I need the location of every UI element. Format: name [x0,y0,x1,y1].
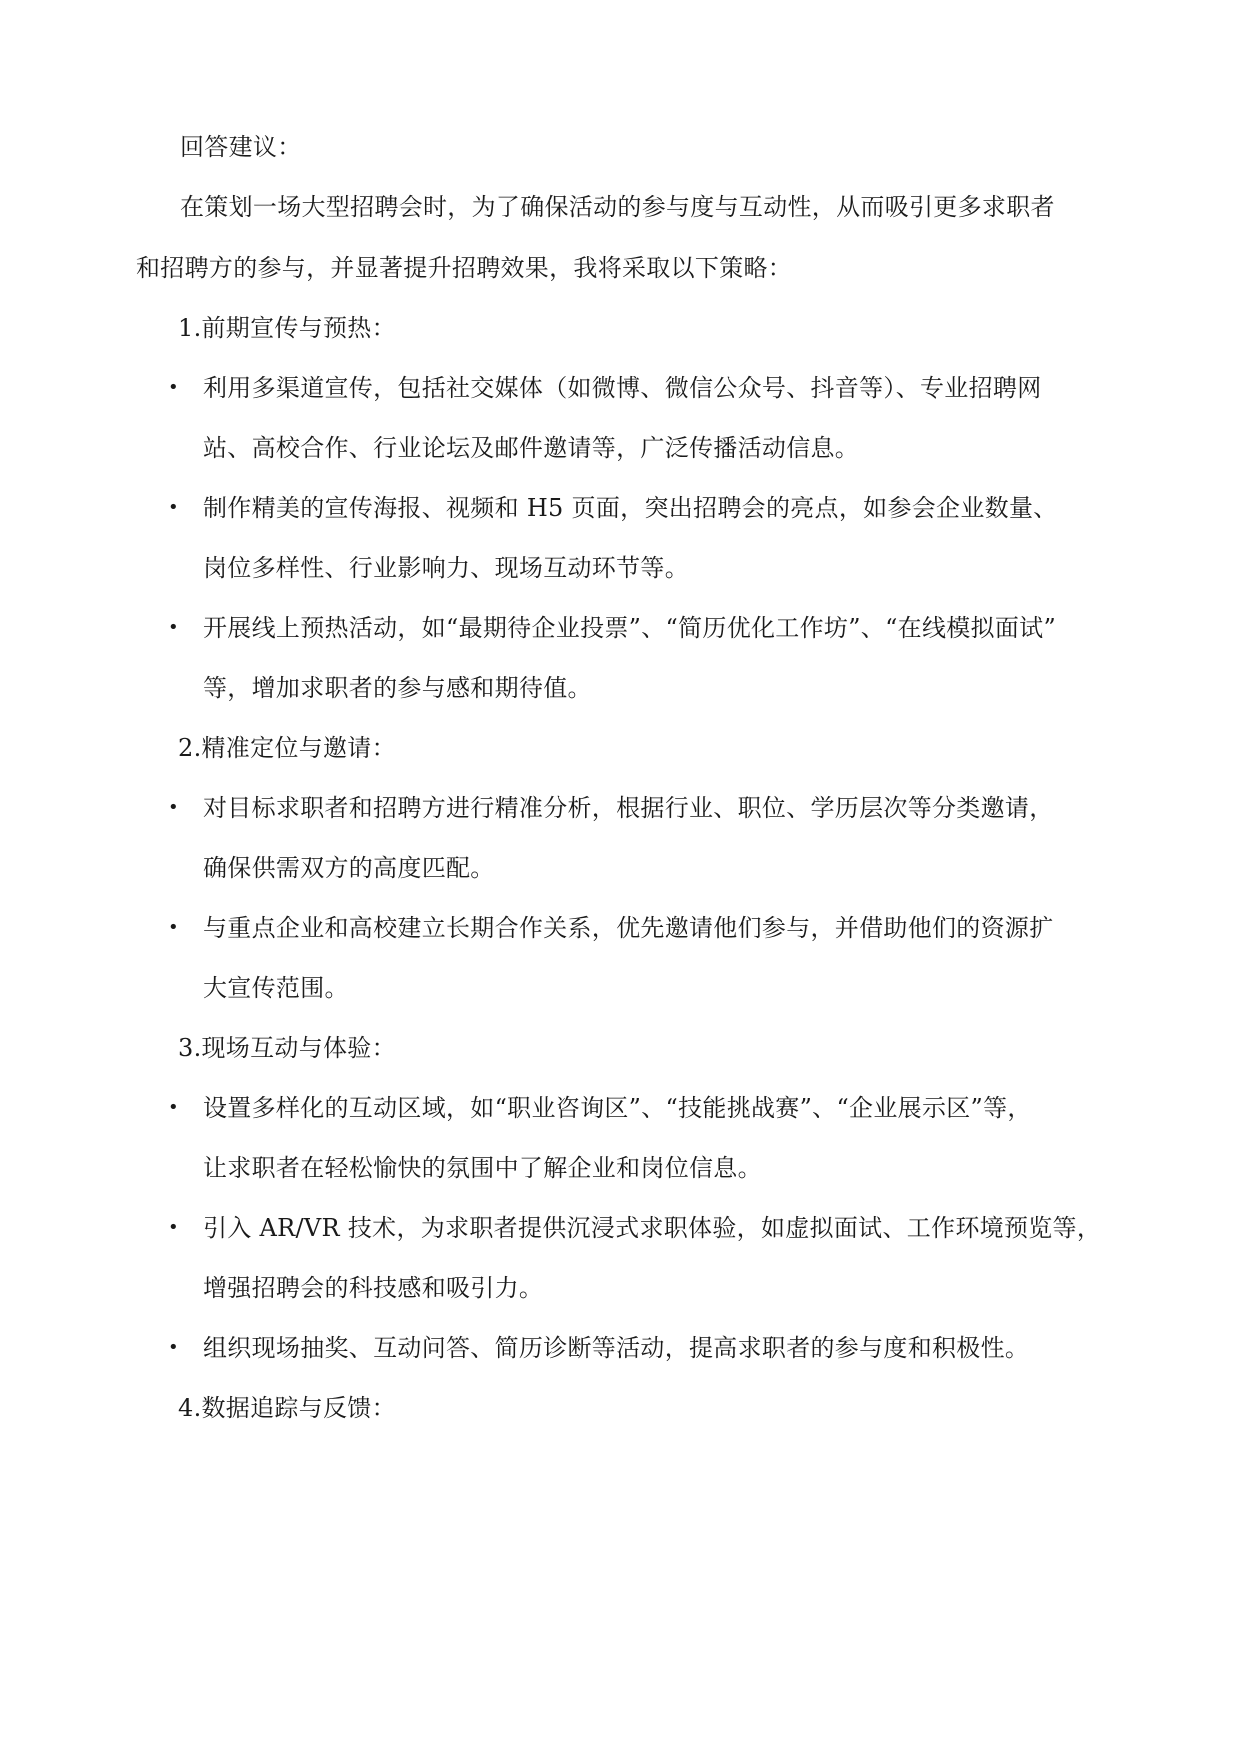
bullet-line: 组织现场抽奖、互动问答、简历诊断等活动，提高求职者的参与度和积极性。 [203,1334,1030,1362]
bullet-icon: • [168,797,179,818]
bullet-line: 开展线上预热活动，如“最期待企业投票”、“简历优化工作坊”、“在线模拟面试” [203,614,1057,642]
bullet-icon: • [168,497,179,518]
bullet-line: 引入 AR/VR 技术，为求职者提供沉浸式求职体验，如虚拟面试、工作环境预览等， [203,1214,1102,1242]
bullet-line: 增强招聘会的科技感和吸引力。 [203,1274,544,1302]
bullet-line: 制作精美的宣传海报、视频和 H5 页面，突出招聘会的亮点，如参会企业数量、 [203,494,1058,522]
bullet-icon: • [168,917,179,938]
section-title-4: 4.数据追踪与反馈： [178,1394,396,1422]
section-title-1: 1.前期宣传与预热： [178,314,396,342]
bullet-icon: • [168,617,179,638]
bullet-line: 设置多样化的互动区域，如“职业咨询区”、“技能挑战赛”、“企业展示区”等， [203,1094,1032,1122]
bullet-line: 大宣传范围。 [203,974,349,1002]
intro-line-1: 在策划一场大型招聘会时，为了确保活动的参与度与互动性，从而吸引更多求职者 [180,193,1055,221]
section-title-3: 3.现场互动与体验： [178,1034,396,1062]
bullet-line: 站、高校合作、行业论坛及邮件邀请等，广泛传播活动信息。 [203,434,860,462]
bullet-line: 与重点企业和高校建立长期合作关系，优先邀请他们参与，并借助他们的资源扩 [203,914,1054,942]
heading: 回答建议： [180,133,302,161]
bullet-line: 对目标求职者和招聘方进行精准分析，根据行业、职位、学历层次等分类邀请， [203,794,1054,822]
intro-line-2: 和招聘方的参与，并显著提升招聘效果，我将采取以下策略： [136,254,793,282]
bullet-line: 利用多渠道宣传，包括社交媒体（如微博、微信公众号、抖音等）、专业招聘网 [203,374,1042,402]
bullet-icon: • [168,1217,179,1238]
bullet-line: 让求职者在轻松愉快的氛围中了解企业和岗位信息。 [203,1154,762,1182]
bullet-icon: • [168,1337,179,1358]
bullet-line: 岗位多样性、行业影响力、现场互动环节等。 [203,554,689,582]
bullet-line: 确保供需双方的高度匹配。 [203,854,495,882]
bullet-icon: • [168,377,179,398]
section-title-2: 2.精准定位与邀请： [178,734,396,762]
bullet-icon: • [168,1097,179,1118]
bullet-line: 等，增加求职者的参与感和期待值。 [203,674,592,702]
